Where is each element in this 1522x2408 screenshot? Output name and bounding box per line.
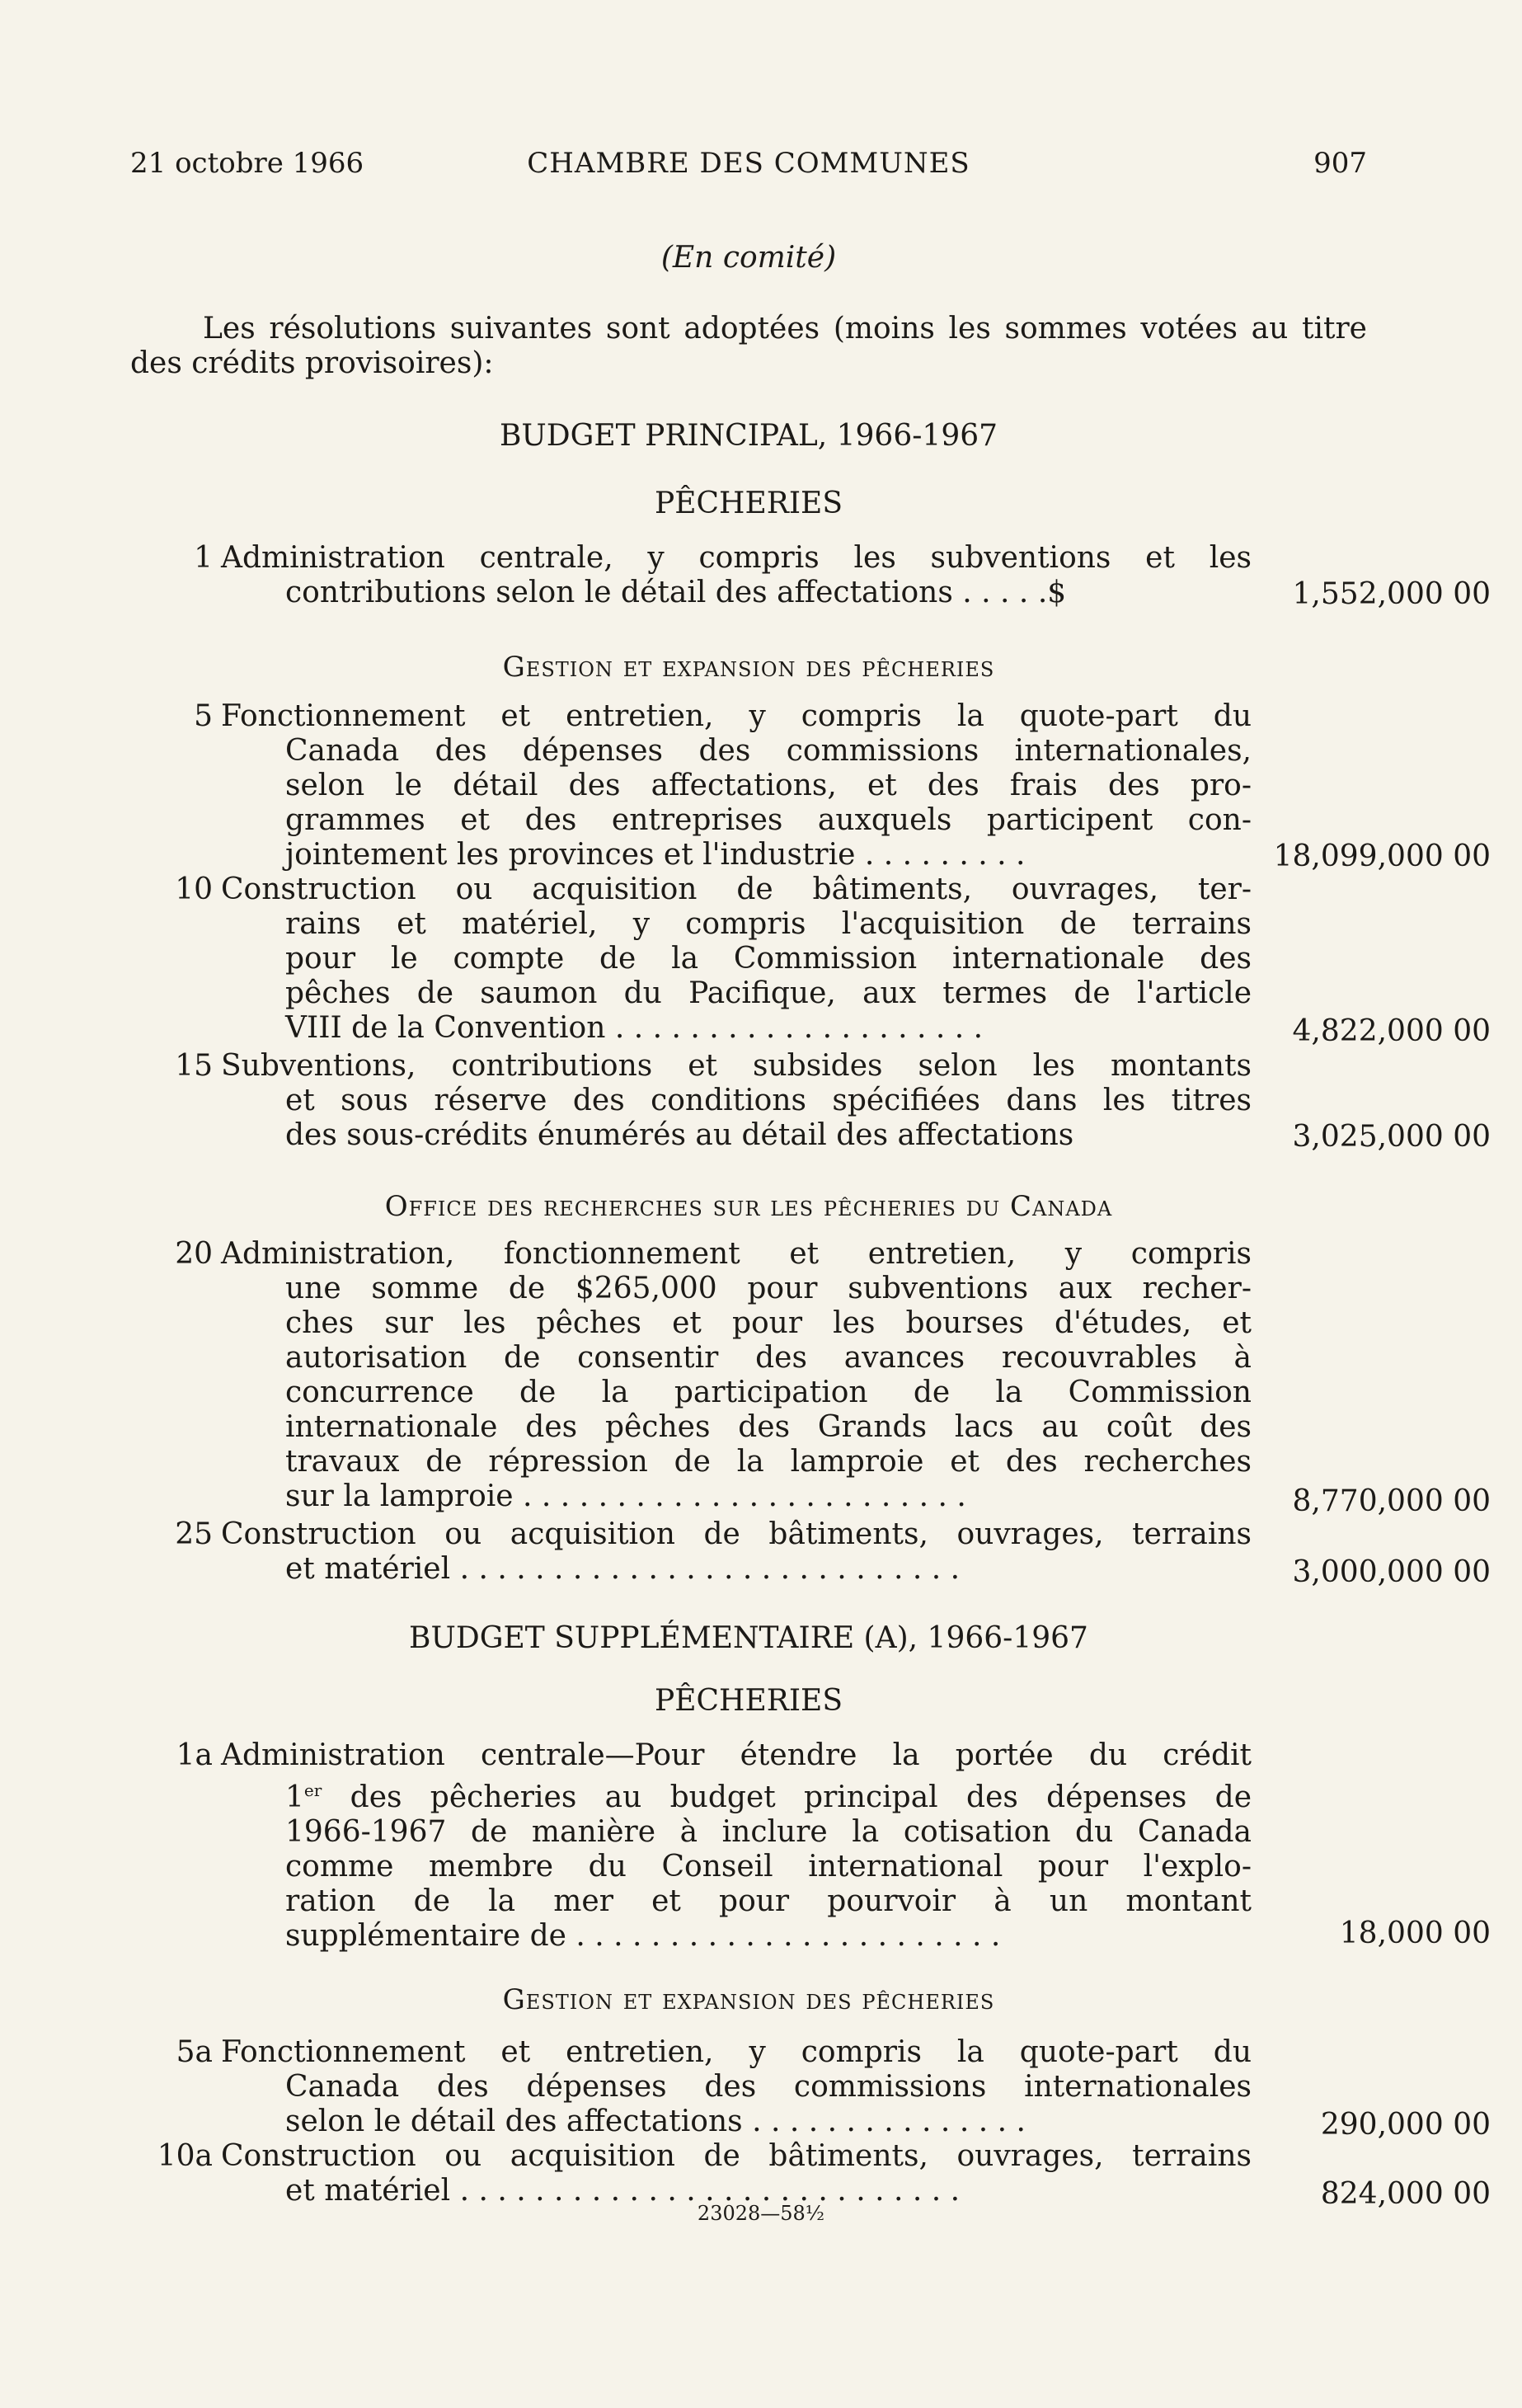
vote-number: 25 — [175, 1517, 213, 1551]
header-chamber: CHAMBRE DES COMMUNES — [527, 147, 970, 180]
vote-text: des sous-crédits énumérés au détail des affectations — [285, 1118, 1074, 1152]
section-management: Gestion et expansion des pêcheries — [502, 651, 995, 684]
section-main-budget: BUDGET PRINCIPAL, 1966-1967 — [499, 419, 998, 453]
vote-text: Construction ou acquisition de bâtiments, ouvrages, terrains — [221, 1517, 1252, 1551]
section-fisheries: PÊCHERIES — [655, 487, 843, 520]
vote-text: Construction ou acquisition de bâtiments, ouvrages, terrains — [221, 2139, 1252, 2173]
vote-text: selon le détail des affectations . . . . . . . . . . . . . . . — [285, 2105, 1026, 2138]
vote-text: concurrence de la participation de la Commission — [285, 1376, 1252, 1409]
vote-amount: 4,822,000 00 — [1292, 1014, 1491, 1048]
vote-text: Administration centrale, y compris les subventions et les — [221, 541, 1252, 575]
vote-number: 5a — [176, 2035, 213, 2069]
vote-number: 1a — [176, 1738, 213, 1772]
vote-text: 1966-1967 de manière à inclure la cotisation du Canada — [285, 1815, 1252, 1849]
vote-text: contributions selon le détail des affectations . . . . .$ — [285, 576, 1067, 609]
vote-text: Construction ou acquisition de bâtiments, ouvrages, ter- — [221, 872, 1252, 906]
header-date: 21 octobre 1966 — [130, 147, 364, 180]
vote-number: 15 — [175, 1049, 213, 1083]
vote-text: comme membre du Conseil international pour l'explo- — [285, 1850, 1252, 1884]
vote-text: rains et matériel, y compris l'acquisition de terrains — [285, 907, 1252, 941]
vote-number: 1 — [194, 541, 213, 575]
vote-amount: 3,025,000 00 — [1292, 1120, 1491, 1154]
vote-text: Canada des dépenses des commissions internationales — [285, 2070, 1252, 2104]
vote-text: internationale des pêches des Grands lacs au coût des — [285, 1410, 1252, 1444]
vote-text: supplémentaire de . . . . . . . . . . . . . . . . . . . . . . . — [285, 1919, 1001, 1953]
vote-text: Fonctionnement et entretien, y compris la quote-part du — [221, 699, 1252, 733]
section-supplementary-budget: BUDGET SUPPLÉMENTAIRE (A), 1966-1967 — [409, 1621, 1088, 1655]
vote-amount: 290,000 00 — [1320, 2108, 1491, 2142]
vote-text: Administration centrale—Pour étendre la portée du crédit — [221, 1738, 1252, 1772]
vote-amount: 824,000 00 — [1320, 2177, 1491, 2211]
vote-text: grammes et des entreprises auxquels participent con- — [285, 803, 1252, 837]
vote-text: VIII de la Convention . . . . . . . . . . . . . . . . . . . . — [285, 1011, 984, 1045]
vote-text: travaux de répression de la lamproie et des recherches — [285, 1445, 1252, 1479]
vote-amount: 18,000 00 — [1339, 1917, 1491, 1950]
vote-text: 1er des pêcheries au budget principal des dépenses de — [285, 1780, 1252, 1814]
vote-number: 5 — [194, 699, 213, 733]
vote-text: ration de la mer et pour pourvoir à un montant — [285, 1884, 1252, 1918]
section-management-supplementary: Gestion et expansion des pêcheries — [502, 1983, 995, 2016]
vote-text: et sous réserve des conditions spécifiées dans les titres — [285, 1084, 1252, 1117]
vote-text: ches sur les pêches et pour les bourses d'études, et — [285, 1306, 1252, 1340]
vote-text: et matériel . . . . . . . . . . . . . . . . . . . . . . . . . . . — [285, 1552, 961, 1586]
vote-amount: 1,552,000 00 — [1292, 577, 1491, 611]
vote-text: Canada des dépenses des commissions internationales, — [285, 734, 1252, 768]
vote-text: une somme de $265,000 pour subventions aux recher- — [285, 1272, 1252, 1305]
vote-text: autorisation de consentir des avances recouvrables à — [285, 1341, 1252, 1375]
running-header — [130, 147, 1367, 188]
vote-text: Administration, fonctionnement et entretien, y compris — [221, 1237, 1252, 1271]
vote-amount: 3,000,000 00 — [1292, 1555, 1491, 1589]
vote-amount: 8,770,000 00 — [1292, 1484, 1491, 1518]
vote-text: jointement les provinces et l'industrie . . . . . . . . . — [285, 838, 1026, 872]
printer-signature: 23028—58½ — [697, 2202, 825, 2225]
committee-subtitle: (En comité) — [660, 241, 837, 275]
vote-number: 10a — [157, 2139, 213, 2173]
vote-number: 10 — [175, 872, 213, 906]
header-page-number: 907 — [1313, 147, 1367, 180]
intro-paragraph: Les résolutions suivantes sont adoptées (moins les sommes votées au titre des crédits provisoires): — [130, 312, 1367, 380]
vote-number: 20 — [175, 1237, 213, 1271]
vote-text: pour le compte de la Commission internationale des — [285, 942, 1252, 976]
vote-text: pêches de saumon du Pacifique, aux termes de l'article — [285, 976, 1252, 1010]
vote-text: sur la lamproie . . . . . . . . . . . . . . . . . . . . . . . . — [285, 1479, 966, 1513]
vote-text: Fonctionnement et entretien, y compris la quote-part du — [221, 2035, 1252, 2069]
vote-text: Subventions, contributions et subsides selon les montants — [221, 1049, 1252, 1083]
vote-text: selon le détail des affectations, et des frais des pro- — [285, 769, 1252, 802]
vote-text: et matériel . . . . . . . . . . . . . . . . . . . . . . . . . . . — [285, 2174, 961, 2208]
section-fisheries-supplementary: PÊCHERIES — [655, 1684, 843, 1718]
vote-amount: 18,099,000 00 — [1273, 840, 1491, 873]
section-research-board: Office des recherches sur les pêcheries du Canada — [384, 1190, 1113, 1223]
